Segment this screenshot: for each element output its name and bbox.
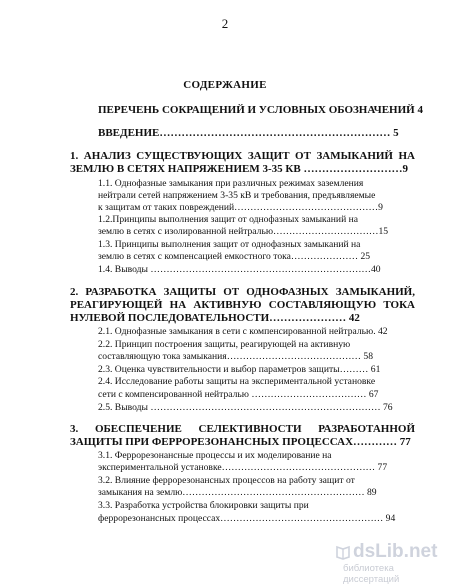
toc-entry: землю в сетях с компенсацией емкостного тока………………… 25 xyxy=(98,251,371,262)
book-icon xyxy=(335,544,351,560)
toc-section-1-heading: 1. АНАЛИЗ СУЩЕСТВУЮЩИХ ЗАЩИТ ОТ ЗАМЫКАНИЙ НА ЗЕМЛЮ В СЕТЯХ НАПРЯЖЕНИЕМ 3-35 КВ ………………………9 xyxy=(70,150,415,175)
toc-entry: 2.2. Принцип построения защиты, реагирующей на активную xyxy=(98,339,351,350)
watermark xyxy=(305,541,445,585)
toc-entry: 2.1. Однофазные замыкания в сети с компенсированной нейтралью. 42 xyxy=(98,326,388,337)
watermark-tagline: библиотека диссертаций xyxy=(343,563,400,585)
toc-entry: землю в сетях с изолированной нейтралью……………………………15 xyxy=(98,226,389,237)
toc-entry: замыкания на землю………………………………………………… 89 xyxy=(98,487,377,498)
toc-entry: 2.3. Оценка чувствительности и выбор параметров защиты……… 61 xyxy=(98,364,381,375)
toc-entry: 1.3. Принципы выполнения защит от однофазных замыканий на xyxy=(98,239,361,250)
toc-title: СОДЕРЖАНИЕ xyxy=(183,79,267,91)
toc-entry: 1.4. Выводы ……………………………………………………………40 xyxy=(98,264,381,275)
toc-entry: 1.2.Принципы выполнения защит от однофазных замыканий на xyxy=(98,214,358,225)
toc-entry: 2.4. Исследование работы защиты на экспериментальной установке xyxy=(98,376,376,387)
toc-entry: 2.5. Выводы ……………………………………………………………… 76 xyxy=(98,402,393,413)
watermark-logo: dsLib.net xyxy=(353,541,438,562)
toc-entry: 3.3. Разработка устройства блокировки защиты при xyxy=(98,500,309,511)
toc-entry: составляющую тока замыкания…………………………………… 58 xyxy=(98,351,374,362)
toc-front-abbreviations: ПЕРЕЧЕНЬ СОКРАЩЕНИЙ И УСЛОВНЫХ ОБОЗНАЧЕНИЙ 4 xyxy=(98,104,423,116)
page-number: 2 xyxy=(221,16,229,31)
toc-entry: феррорезонансных процессах…………………………………………… 94 xyxy=(98,513,396,524)
toc-entry: нейтрали сетей напряжением 3-35 кВ и требования, предъявляемые xyxy=(98,190,376,201)
toc-entry: 3.1. Феррорезонансные процессы и их моделирование на xyxy=(98,450,332,461)
toc-section-3-heading: 3. ОБЕСПЕЧЕНИЕ СЕЛЕКТИВНОСТИ РАЗРАБОТАННОЙ ЗАЩИТЫ ПРИ ФЕРРОРЕЗОНАНСНЫХ ПРОЦЕССАХ………… 77 xyxy=(70,423,415,448)
toc-entry: экспериментальной установке………………………………………… 77 xyxy=(98,462,388,473)
toc-entry: 1.1. Однофазные замыкания при различных режимах заземления xyxy=(98,178,364,189)
toc-front-introduction: ВВЕДЕНИЕ……………………………………………………… 5 xyxy=(98,127,399,139)
toc-entry: 3.2. Влияние феррорезонансных процессов на работу защит от xyxy=(98,475,355,486)
toc-entry: сети с компенсированной нейтралью ……………………………… 67 xyxy=(98,389,379,400)
toc-entry: к защитам от таких повреждений………………………………………9 xyxy=(98,202,383,213)
toc-section-2-heading: 2. РАЗРАБОТКА ЗАЩИТЫ ОТ ОДНОФАЗНЫХ ЗАМЫКАНИЙ, РЕАГИРУЮЩЕЙ НА АКТИВНУЮ СОСТАВЛЯЮЩУЮ ТОКА НУЛЕВОЙ ПОСЛЕДОВАТЕЛЬНОСТИ………………… 42 xyxy=(70,286,415,324)
